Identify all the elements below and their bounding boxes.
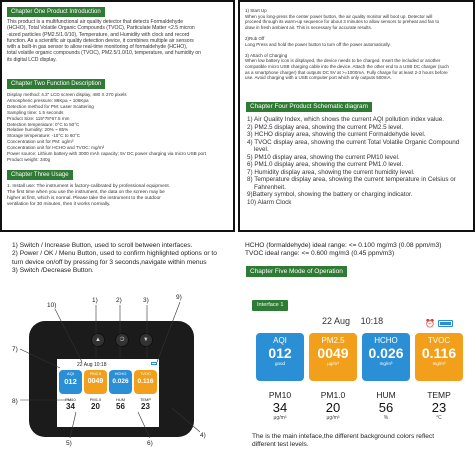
spec-line: Atmospheric pressure: 86Kpa ~ 106Kpa: [7, 97, 89, 103]
screen-pm1-label: PM1.0: [89, 397, 102, 402]
chapter-three-title: Chapter Three Usage: [7, 170, 73, 180]
screen-aqi-label: AQI: [67, 371, 74, 376]
humidity-label: HUM: [376, 390, 396, 400]
callout-label: 9): [176, 294, 182, 301]
pm25-unit: μg/m³: [327, 361, 339, 366]
battery-icon: [438, 320, 453, 327]
screen-temp-value: 23: [141, 402, 150, 411]
usage-line: 1. Install use: The instrument is factory-calibrated by professional equipment.: [7, 184, 171, 189]
caption-line: The is the main inteface,the different background colors reflect: [252, 433, 435, 440]
screen-aqi-value: 012: [64, 377, 77, 386]
pm1-unit: μg/m³: [326, 415, 340, 421]
tvoc-unit: mg/m³: [432, 361, 446, 366]
spec-line: Storage temperature: -10°C to 60°C: [7, 133, 81, 139]
temperature-label: TEMP: [427, 390, 451, 400]
callout-label: 5): [66, 440, 72, 447]
callout-label: 7): [12, 346, 18, 353]
screen-time: 10:18: [93, 362, 107, 368]
callout-line: [55, 309, 82, 362]
spec-line: Detection temperature: 0°C to 50°C: [7, 121, 80, 127]
humidity-value: 56: [378, 400, 394, 415]
tvoc-value: 0.116: [421, 345, 457, 361]
body-line: -sized particles (PM2.5/1.0/10), Temperature, and Humidity with clock and record: [7, 31, 190, 38]
pm10-unit: μg/m³: [273, 415, 287, 421]
chapter-four-title: Chapter Four Product Schematic diagram: [246, 102, 372, 112]
schematic-item: 5) PM10 display area, showing the current PM10 level.: [247, 153, 400, 161]
button-desc-line: 2) Power / OK / Menu Button, used to confirm highlighted options or to: [12, 250, 217, 258]
schematic-item: 8) Temperature display area, showing the current temperature in Celsius or: [247, 176, 456, 183]
callout-line: [70, 412, 76, 438]
instr-line: 3) Attach of Charging: [245, 52, 288, 58]
humidity-reading: [362, 390, 410, 421]
spec-line: Sampling time: 1.5 seconds: [7, 109, 64, 115]
aqi-tile: [256, 333, 304, 381]
spec-line: Product weight: 340g: [7, 156, 51, 162]
humidity-unit: %: [383, 415, 389, 421]
instr-line: When you long-press the center power button, the air quality monitor will boot up. Detector will: [245, 13, 433, 19]
body-line: (HCHO), Total Volatile Organic Compounds (TVOC), Particulate Matter <2.5 micron: [7, 25, 195, 32]
schematic-item: 2) PM2.5 display area, showing the current PM2.5 level.: [247, 123, 404, 131]
tvoc-range: TVOC ideal range: <= 0.600 mg/m3 (0.45 ppm/m3): [245, 250, 395, 258]
screen-date: 22: [77, 362, 83, 368]
battery-fill: [440, 322, 451, 325]
screen-hcho-value: 0.026: [112, 378, 129, 385]
interface-caption: [252, 433, 434, 450]
body-line: its digital LCD display.: [7, 56, 57, 63]
body-line: total volatile organic compounds (TVOC), PM2.5/1.0/10, temperature, and humidity on: [7, 50, 201, 57]
schematic-item: 3) HCHO display area, showing the current Formaldehyde level.: [247, 131, 426, 138]
screen-pm10-label: PM10: [65, 397, 76, 402]
body-line: with a built-in gas sensor to allow real-time monitoring of formaldehyde (HCHO),: [7, 44, 188, 51]
temperature-unit: °C: [436, 415, 442, 421]
schematic-item: 9)Battery symbol, showing the battery or charging indicator.: [247, 191, 413, 198]
instr-line: Long Press and hold the power button to turn off the power automatically.: [245, 41, 391, 47]
callout-line: [138, 412, 150, 438]
callout-label: 2): [116, 297, 122, 304]
interface-time: 10:18: [360, 316, 384, 326]
spec-line: Detection method for PM: Laser Scattering: [7, 103, 94, 109]
spec-line: Display method: 4.3" LCD screen display, 480 X 270 pixels: [7, 92, 127, 97]
instr-line: When low battery icon is displayed, the device needs to be charged. Insert the included or another: [245, 58, 441, 64]
hcho-range: HCHO (formaldehyde) ideal range: <= 0.100 mg/m3 (0.08 ppm/m3): [245, 242, 442, 249]
pm25-tile: [309, 333, 357, 381]
schematic-item: 6) PM1.0 display area, showing the current PM1.0 level.: [247, 161, 404, 168]
pm1-reading: [309, 390, 357, 421]
aqi-value: 012: [268, 345, 292, 361]
pm10-label: PM10: [268, 390, 292, 400]
ideal-ranges: [245, 242, 441, 259]
pm1-value: 20: [325, 400, 341, 415]
schematic-item: 1) Air Quality Index, which shows the current AQI pollution index value.: [247, 116, 445, 123]
spec-line: Product Size: 115*78*67.5 mm: [7, 115, 70, 121]
screen-hum-value: 56: [116, 402, 125, 411]
interface-date: 22: [322, 316, 333, 326]
aqi-label: AQI: [273, 336, 287, 345]
power-button[interactable]: ⏻: [115, 333, 129, 347]
screen-hum-label: HUM: [115, 397, 126, 402]
button-desc-line: 1) Switch / Increase Button, used to scroll between interfaces.: [12, 242, 193, 249]
instr-line: as a smartphone charger) that outputs DC 5V at >=1000mA. Fully charge for at least 2-3 hours before: [245, 69, 448, 75]
body-line: This product is a multifunctional air quality detector that detects Formaldehyde: [7, 19, 184, 25]
usage-line: higher at first, which is normal. Please take the instrument to the outdoor: [7, 196, 161, 201]
decrease-button[interactable]: ▼: [139, 333, 153, 347]
screen-pm25-label: PM2.5: [89, 371, 102, 376]
instr-line: 1) Start Up: [245, 8, 267, 13]
screen-pm25-value: 0049: [87, 378, 104, 385]
body-line: function. As a scientific air quality detection device, it combines multiple air sensors: [7, 37, 194, 44]
callout-label: 8): [12, 398, 18, 405]
instr-line: 2)Rub Off: [245, 35, 265, 41]
spec-line: Concentration unit for HCHO and TVOC: mg/m³: [7, 145, 105, 151]
screen-pm10-value: 34: [66, 402, 75, 411]
hcho-label: HCHO: [374, 336, 398, 345]
callout-label: 6): [147, 440, 153, 447]
hcho-tile: [362, 333, 410, 381]
button-desc-line: turn device on/off by pressing for 3 seconds,navigate within menus: [12, 258, 207, 266]
instr-line: use. Avoid charging with a USB computer port which only outputs 500mA.: [245, 75, 392, 81]
caption-line: different test levels.: [252, 441, 309, 449]
callout-label: 3): [143, 297, 149, 304]
hcho-unit: mg/m³: [379, 361, 393, 366]
pm10-reading: [256, 390, 304, 421]
increase-button[interactable]: ▲: [91, 333, 105, 347]
instr-line: proceed through its warm-up sequence for about 3 minutes to allow sensors to preheat and fan to: [245, 19, 440, 25]
instr-line: compatible micro USB charging cable into the device. Attach the other end to a USB DC charger (such: [245, 63, 449, 69]
schematic-item: 10) Alarm Clock: [247, 198, 292, 206]
pm10-value: 34: [272, 400, 288, 415]
alarm-clock-icon: ⏰: [425, 319, 435, 328]
callout-label: 10): [47, 302, 57, 309]
interface-tag: Interface 1: [252, 300, 288, 311]
pm25-label: PM2.5: [321, 336, 345, 345]
screen-pm1-value: 20: [91, 402, 100, 411]
chapter-two-title: Chapter Two Function Description: [7, 79, 105, 89]
instr-line: draw in fresh ambient air. This is necessary for accurate results.: [245, 24, 372, 30]
callout-label: 1): [92, 297, 98, 304]
schematic-item: level.: [247, 146, 269, 153]
usage-line: ventilation for 30 minutes, then it works normally.: [7, 202, 111, 207]
callout-label: 4): [200, 432, 206, 439]
callout-line: [172, 408, 200, 432]
screen-tvoc-value: 0.116: [137, 378, 154, 385]
button-desc-line: 3) Switch /Decrease Button.: [12, 266, 94, 274]
interface-month: Aug: [334, 316, 351, 326]
chapter-five-title: Chapter Five Mode of Operation: [246, 266, 347, 277]
tvoc-tile: [415, 333, 463, 381]
screen-hcho-label: HCHO: [114, 371, 127, 376]
pm25-value: 0049: [317, 345, 349, 361]
callout-line: [20, 349, 60, 368]
usage-line: The first time when you use the instrument, the data on the screen may be: [7, 190, 165, 195]
tvoc-label: TVOC: [427, 336, 451, 345]
interface-clock: [322, 316, 383, 326]
spec-line: Relative humidity: 20% ~ 85%: [7, 127, 69, 133]
temperature-reading: [415, 390, 463, 421]
chapter-one-title: Chapter One Product Introduction: [7, 7, 105, 17]
schematic-item: 4) TVOC display area, showing the current Total Volatile Organic Compound: [247, 138, 460, 146]
spec-line: Concentration unit for PM: ug/m³: [7, 139, 74, 145]
pm1-label: PM1.0: [320, 390, 346, 400]
aqi-unit: good: [274, 361, 285, 366]
screen-month: Aug: [83, 362, 93, 368]
callout-line: [157, 302, 180, 362]
hcho-value: 0.026: [368, 345, 404, 361]
spec-line: Power source: Lithium battery with 3000 mAh capacity; 5V DC power charging via micro USB port: [7, 151, 206, 157]
screen-tvoc-label: TVOC: [139, 371, 152, 376]
temperature-value: 23: [431, 400, 447, 415]
screen-temp-label: TEMP: [139, 397, 152, 402]
schematic-item: Fahrenheit.: [247, 183, 286, 191]
schematic-item: 7) Humidity display area, showing the current humidity level.: [247, 168, 415, 176]
